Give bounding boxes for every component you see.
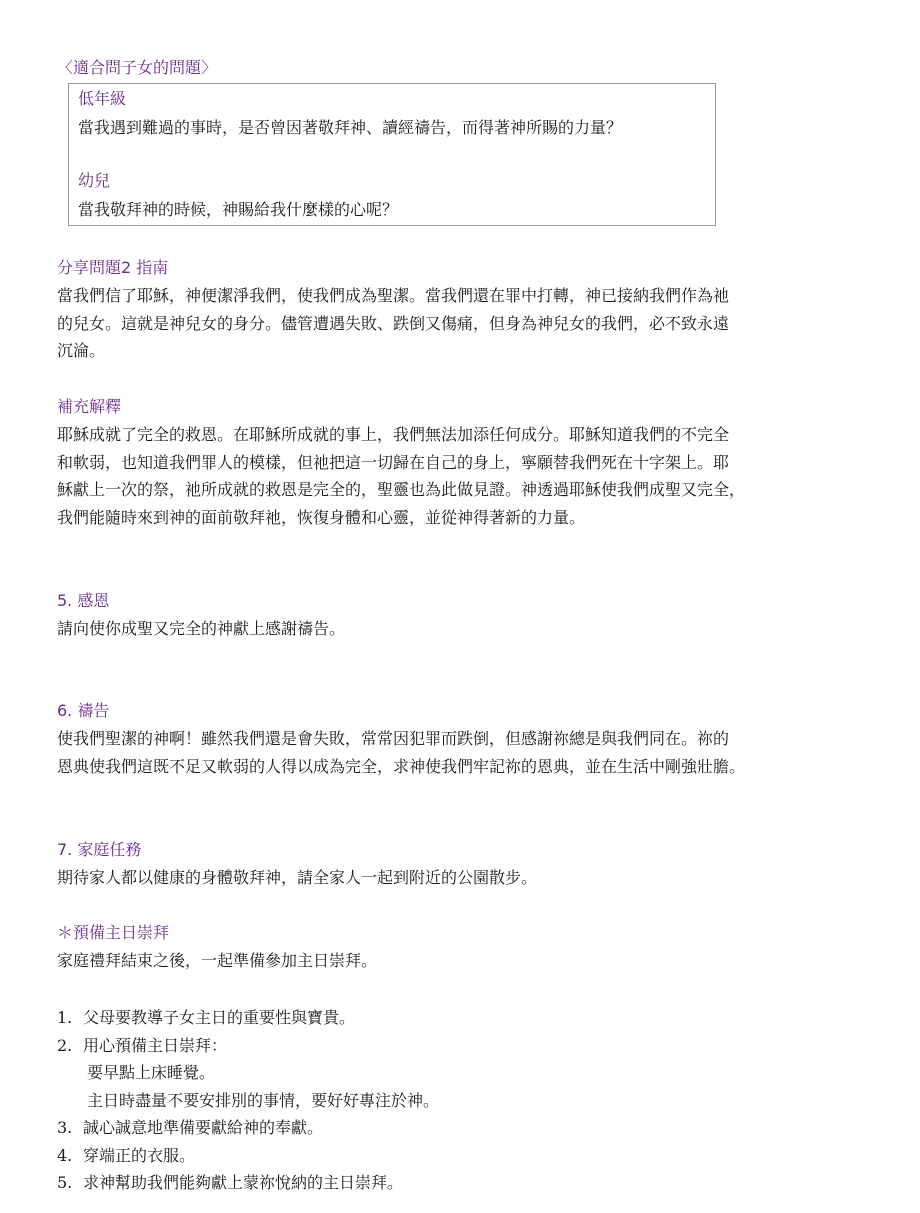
- list-item: [57, 1142, 877, 1170]
- list-item-text: 求神幫助我們能夠獻上蒙祢悅納的主日崇拜。: [83, 1173, 404, 1192]
- list-item-text: 誠心誠意地準備要獻給神的奉獻。: [83, 1118, 324, 1137]
- lower-grade-label: 低年級: [78, 89, 127, 108]
- prayer-text: [57, 725, 877, 780]
- sunday-prep-title: ＊預備主日崇拜: [57, 923, 170, 942]
- list-item-number: 3.: [57, 1118, 73, 1137]
- list-item: [57, 1169, 877, 1197]
- prayer-line: 恩典使我們這既不足又軟弱的人得以成為完全，求神使我們牢記祢的恩典，並在生活中剛強壯膽。: [57, 756, 746, 776]
- list-item-text: 要早點上床睡覺。: [87, 1063, 216, 1082]
- supplement-line: 我們能隨時來到神的面前敬拜祂，恢復身體和心靈，並從神得著新的力量。: [57, 507, 586, 527]
- supplement-text: [57, 421, 877, 531]
- list-item: [57, 1004, 877, 1032]
- list-item-number: 1.: [57, 1008, 73, 1027]
- supplement-title: 補充解釋: [57, 397, 122, 416]
- list-item: [57, 1114, 877, 1142]
- sharing-guide-line: 當我們信了耶穌，神便潔淨我們，使我們成為聖潔。當我們還在罪中打轉，神已接納我們作為祂: [57, 286, 730, 305]
- prayer-line: 使我們聖潔的神啊！雖然我們還是會失敗，常常因犯罪而跌倒，但感謝祢總是與我們同在。祢的: [57, 729, 730, 748]
- supplement-line: 穌獻上一次的祭，祂所成就的救恩是完全的，聖靈也為此做見證。神透過耶穌使我們成聖又完全，: [57, 480, 746, 499]
- lower-grade-question: 當我遇到難過的事時，是否曾因著敬拜神、讀經禱告，而得著神所賜的力量？: [78, 118, 623, 137]
- list-item-number: 5.: [57, 1173, 73, 1192]
- sharing-guide-text: [57, 282, 877, 365]
- prayer-title: 6. 禱告: [57, 701, 110, 720]
- toddler-label: 幼兒: [78, 171, 111, 190]
- list-item-text: 父母要教導子女主日的重要性與寶貴。: [83, 1008, 356, 1027]
- thanks-title: 5. 感恩: [57, 591, 110, 610]
- list-item-text: 穿端正的衣服。: [83, 1145, 196, 1165]
- supplement-line: 和軟弱，也知道我們罪人的模樣，但祂把這一切歸在自己的身上，寧願替我們死在十字架上。耶: [57, 452, 730, 472]
- child-questions-box: [68, 83, 716, 226]
- thanks-text: 請向使你成聖又完全的神獻上感謝禱告。: [57, 619, 346, 638]
- supplement-line: 耶穌成就了完全的救恩。在耶穌所成就的事上，我們無法加添任何成分。耶穌知道我們的不完全: [57, 425, 730, 444]
- sunday-prep-intro: 家庭禮拜結束之後，一起準備參加主日崇拜。: [57, 951, 378, 970]
- toddler-question: 當我敬拜神的時候，神賜給我什麼樣的心呢？: [78, 200, 399, 219]
- sunday-prep-list: [57, 1004, 877, 1197]
- list-item: [57, 1059, 877, 1087]
- sharing-guide-line: 的兒女。這就是神兒女的身分。儘管遭遇失敗、跌倒又傷痛，但身為神兒女的我們，必不致永遠: [57, 313, 730, 333]
- list-item: [57, 1032, 877, 1060]
- family-task-text: 期待家人都以健康的身體敬拜神，請全家人一起到附近的公園散步。: [57, 868, 538, 887]
- list-item-number: 2.: [57, 1035, 73, 1055]
- list-item-text: 用心預備主日崇拜：: [83, 1035, 228, 1055]
- family-task-title: 7. 家庭任務: [57, 840, 142, 859]
- sharing-guide-title: 分享問題2 指南: [57, 258, 169, 277]
- list-item-text: 主日時盡量不要安排別的事情，要好好專注於神。: [87, 1090, 440, 1110]
- list-item: [57, 1087, 877, 1115]
- sharing-guide-line: 沉淪。: [57, 341, 106, 360]
- child-questions-title: 〈適合問子女的問題〉: [57, 58, 218, 77]
- list-item-number: 4.: [57, 1145, 73, 1165]
